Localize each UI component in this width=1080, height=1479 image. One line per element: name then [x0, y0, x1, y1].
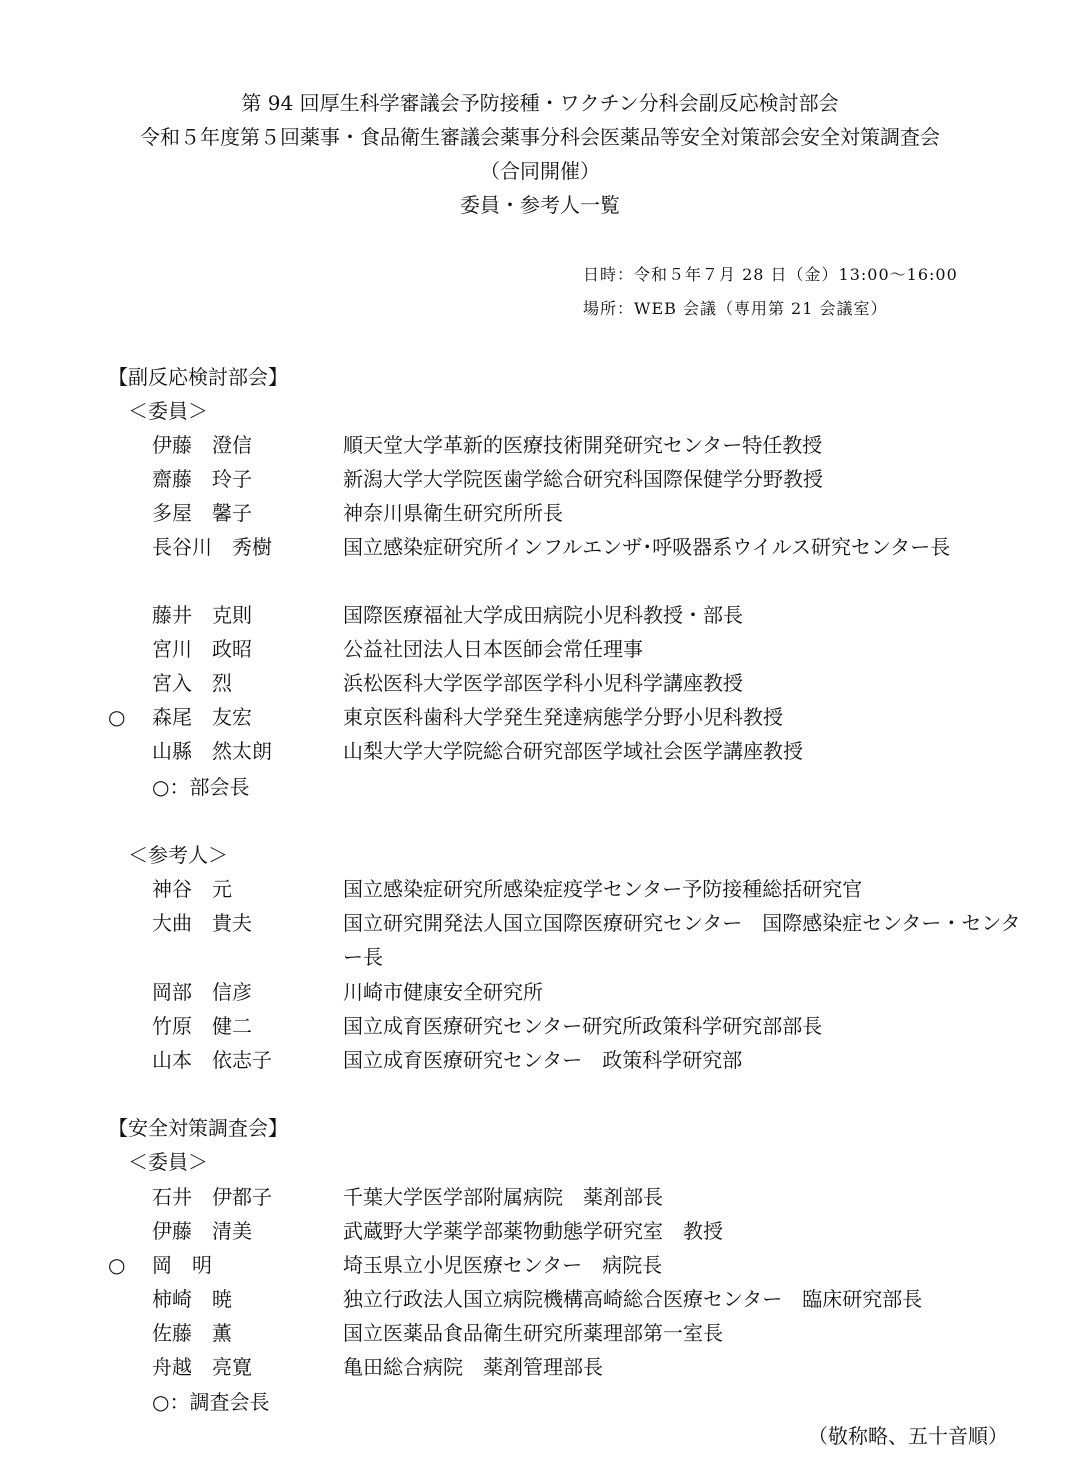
member-name: 宮川 政昭 [152, 637, 252, 661]
reference-name: 山本 依志子 [152, 1048, 272, 1072]
member-name: 岡 明 [152, 1253, 212, 1277]
member-affiliation: 公益社団法人日本医師会常任理事 [343, 637, 643, 661]
member-affiliation: 新潟大学大学院医歯学総合研究科国際保健学分野教授 [343, 467, 823, 491]
reference-affiliation: 国立研究開発法人国立国際医療研究センター 国際感染症センター・センター長 [343, 911, 1021, 969]
references-heading: ＜参考人＞ [128, 843, 228, 867]
members-heading: ＜委員＞ [128, 1150, 208, 1174]
section-heading-adverse-reaction: 【副反応検討部会】 [108, 365, 288, 389]
member-affiliation: 浜松医科大学医学部医学科小児科学講座教授 [343, 671, 743, 695]
member-name: 伊藤 清美 [152, 1219, 252, 1243]
chair-mark: ○ [108, 1253, 126, 1277]
honorific-order-note: （敬称略、五十音順） [808, 1424, 1008, 1448]
reference-affiliation: 川崎市健康安全研究所 [343, 980, 543, 1004]
member-name: 山縣 然太朗 [152, 739, 272, 763]
members-heading: ＜委員＞ [128, 399, 208, 423]
title-line-1: 第 94 回厚生科学審議会予防接種・ワクチン分科会副反応検討部会 [241, 91, 839, 115]
member-name: 齋藤 玲子 [152, 467, 252, 491]
member-affiliation: 順天堂大学革新的医療技術開発研究センター特任教授 [343, 433, 823, 457]
member-name: 伊藤 澄信 [152, 433, 252, 457]
reference-name: 岡部 信彦 [152, 980, 252, 1004]
member-affiliation: 武蔵野大学薬学部薬物動態学研究室 教授 [343, 1219, 723, 1243]
reference-name: 竹原 健二 [152, 1014, 252, 1038]
meeting-place: 場所：WEB 会議（専用第 21 会議室） [583, 299, 888, 318]
member-affiliation: 千葉大学医学部附属病院 薬剤部長 [343, 1185, 663, 1209]
meeting-meta [583, 258, 958, 326]
section-heading-safety-measures: 【安全対策調査会】 [108, 1116, 288, 1140]
member-affiliation: 国立感染症研究所インフルエンザ･呼吸器系ウイルス研究センター長 [343, 535, 951, 559]
member-affiliation: 国立医薬品食品衛生研究所薬理部第一室長 [343, 1321, 723, 1345]
title-line-2: 令和５年度第５回薬事・食品衛生審議会薬事分科会医薬品等安全対策部会安全対策調査会 [140, 125, 940, 149]
member-name: 藤井 克則 [152, 603, 252, 627]
member-name: 宮入 烈 [152, 671, 232, 695]
member-affiliation: 国際医療福祉大学成田病院小児科教授・部長 [343, 603, 743, 627]
member-name: 舟越 亮寛 [152, 1355, 252, 1379]
member-name: 多屋 馨子 [152, 501, 252, 525]
member-name: 森尾 友宏 [152, 705, 252, 729]
member-affiliation: 亀田総合病院 薬剤管理部長 [343, 1355, 603, 1379]
reference-name: 大曲 貴夫 [152, 911, 252, 935]
member-affiliation: 東京医科歯科大学発生発達病態学分野小児科教授 [343, 705, 783, 729]
member-name: 柿崎 暁 [152, 1287, 232, 1311]
chair-legend: ○：部会長 [152, 775, 250, 799]
document-title [0, 86, 1080, 222]
member-affiliation: 埼玉県立小児医療センター 病院長 [343, 1253, 663, 1277]
reference-affiliation: 国立成育医療研究センター 政策科学研究部 [343, 1048, 743, 1072]
meeting-datetime: 日時：令和５年７月 28 日（金）13:00～16:00 [583, 265, 958, 284]
reference-affiliation: 国立感染症研究所感染症疫学センター予防接種総括研究官 [343, 877, 863, 901]
reference-name: 神谷 元 [152, 877, 232, 901]
member-affiliation: 山梨大学大学院総合研究部医学域社会医学講座教授 [343, 739, 803, 763]
member-name: 石井 伊都子 [152, 1185, 272, 1209]
chair-legend: ○：調査会長 [152, 1390, 270, 1414]
title-line-4: 委員・参考人一覧 [460, 193, 620, 217]
title-line-3: （合同開催） [480, 159, 600, 183]
member-name: 佐藤 薫 [152, 1321, 232, 1345]
member-name: 長谷川 秀樹 [152, 535, 272, 559]
member-affiliation: 独立行政法人国立病院機構高崎総合医療センター 臨床研究部長 [343, 1287, 923, 1311]
reference-affiliation: 国立成育医療研究センター研究所政策科学研究部部長 [343, 1014, 823, 1038]
member-affiliation: 神奈川県衛生研究所所長 [343, 501, 563, 525]
chair-mark: ○ [108, 705, 126, 729]
